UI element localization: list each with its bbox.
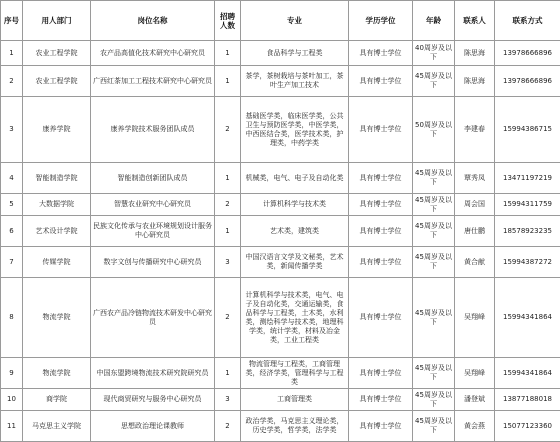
contact-phone-cell: 15994341864 bbox=[495, 358, 560, 389]
age-limit-cell: 40周岁及以下 bbox=[413, 41, 455, 66]
table-body bbox=[1, 41, 560, 442]
degree-cell: 具有博士学位 bbox=[349, 216, 413, 247]
table-row bbox=[1, 194, 560, 216]
degree-cell: 具有博士学位 bbox=[349, 247, 413, 278]
major-cell: 工商管理类 bbox=[241, 389, 349, 411]
row-number-cell: 10 bbox=[1, 389, 23, 411]
department-cell: 物流学院 bbox=[23, 278, 91, 358]
major-cell: 物流管理与工程类，工商管理类，经济学类，管理科学与工程类 bbox=[241, 358, 349, 389]
department-cell: 农业工程学院 bbox=[23, 41, 91, 66]
major-cell: 计算机科学与技术类 bbox=[241, 194, 349, 216]
post-name-cell: 广西红茶加工工程技术研究中心研究员 bbox=[91, 66, 215, 97]
major-cell: 政治学类，马克思主义理论类，历史学类，哲学类，法学类 bbox=[241, 411, 349, 442]
department-cell: 马克思主义学院 bbox=[23, 411, 91, 442]
table-row bbox=[1, 163, 560, 194]
header-cell: 联系方式 bbox=[495, 1, 560, 41]
contact-person-cell: 吴翔峰 bbox=[455, 278, 495, 358]
header-cell: 年龄 bbox=[413, 1, 455, 41]
degree-cell: 具有博士学位 bbox=[349, 278, 413, 358]
post-name-cell: 广西农产品冷链物流技术研发中心研究员 bbox=[91, 278, 215, 358]
age-limit-cell: 50周岁及以下 bbox=[413, 97, 455, 163]
contact-phone-cell: 13471197219 bbox=[495, 163, 560, 194]
table-row bbox=[1, 411, 560, 442]
contact-phone-cell: 18578923235 bbox=[495, 216, 560, 247]
major-cell: 茶学，茶树栽培与茶叶加工，茶叶生产加工技术 bbox=[241, 66, 349, 97]
post-name-cell: 智慧农业研究中心研究员 bbox=[91, 194, 215, 216]
table-header-row bbox=[1, 1, 560, 41]
department-cell: 艺术设计学院 bbox=[23, 216, 91, 247]
header-cell: 序号 bbox=[1, 1, 23, 41]
hire-count-cell: 2 bbox=[215, 194, 241, 216]
department-cell: 物流学院 bbox=[23, 358, 91, 389]
row-number-cell: 4 bbox=[1, 163, 23, 194]
contact-person-cell: 李建春 bbox=[455, 97, 495, 163]
age-limit-cell: 45周岁及以下 bbox=[413, 216, 455, 247]
row-number-cell: 11 bbox=[1, 411, 23, 442]
contact-phone-cell: 15994387272 bbox=[495, 247, 560, 278]
hire-count-cell: 2 bbox=[215, 411, 241, 442]
row-number-cell: 6 bbox=[1, 216, 23, 247]
contact-person-cell: 陈思海 bbox=[455, 66, 495, 97]
major-cell: 艺术类，建筑类 bbox=[241, 216, 349, 247]
contact-phone-cell: 15077123360 bbox=[495, 411, 560, 442]
table-row bbox=[1, 216, 560, 247]
age-limit-cell: 45周岁及以下 bbox=[413, 358, 455, 389]
degree-cell: 具有博士学位 bbox=[349, 41, 413, 66]
degree-cell: 具有博士学位 bbox=[349, 358, 413, 389]
age-limit-cell: 45周岁及以下 bbox=[413, 194, 455, 216]
major-cell: 基础医学类，临床医学类，公共卫生与预防医学类，中医学类，中西医结合类，医学技术类，护理类，中药学类 bbox=[241, 97, 349, 163]
contact-phone-cell: 13978666896 bbox=[495, 66, 560, 97]
table-row bbox=[1, 389, 560, 411]
post-name-cell: 康养学院技术服务团队成员 bbox=[91, 97, 215, 163]
hire-count-cell: 3 bbox=[215, 247, 241, 278]
hire-count-cell: 3 bbox=[215, 389, 241, 411]
row-number-cell: 3 bbox=[1, 97, 23, 163]
contact-person-cell: 吴翔峰 bbox=[455, 358, 495, 389]
degree-cell: 具有博士学位 bbox=[349, 66, 413, 97]
contact-phone-cell: 13978666896 bbox=[495, 41, 560, 66]
age-limit-cell: 45周岁及以下 bbox=[413, 163, 455, 194]
age-limit-cell: 45周岁及以下 bbox=[413, 411, 455, 442]
department-cell: 大数据学院 bbox=[23, 194, 91, 216]
major-cell: 中国汉语言文学及文秘类，艺术类，新闻传播学类 bbox=[241, 247, 349, 278]
degree-cell: 具有博士学位 bbox=[349, 194, 413, 216]
table-row bbox=[1, 66, 560, 97]
row-number-cell: 5 bbox=[1, 194, 23, 216]
table-row bbox=[1, 97, 560, 163]
degree-cell: 具有博士学位 bbox=[349, 389, 413, 411]
hire-count-cell: 1 bbox=[215, 66, 241, 97]
department-cell: 康养学院 bbox=[23, 97, 91, 163]
contact-phone-cell: 15994341864 bbox=[495, 278, 560, 358]
major-cell: 机械类，电气、电子及自动化类 bbox=[241, 163, 349, 194]
contact-person-cell: 陈思海 bbox=[455, 41, 495, 66]
department-cell: 传媒学院 bbox=[23, 247, 91, 278]
post-name-cell: 智能制造创新团队成员 bbox=[91, 163, 215, 194]
department-cell: 农业工程学院 bbox=[23, 66, 91, 97]
degree-cell: 具有博士学位 bbox=[349, 163, 413, 194]
row-number-cell: 8 bbox=[1, 278, 23, 358]
age-limit-cell: 45周岁及以下 bbox=[413, 278, 455, 358]
row-number-cell: 7 bbox=[1, 247, 23, 278]
contact-phone-cell: 15994386715 bbox=[495, 97, 560, 163]
hire-count-cell: 1 bbox=[215, 216, 241, 247]
major-cell: 计算机科学与技术类，电气、电子及自动化类，交通运输类，食品科学与工程类，土木类，水利类，测绘科学与技术类，地理科学类，统计学类，材料及冶金类，工业工程类 bbox=[241, 278, 349, 358]
contact-person-cell: 黄会燕 bbox=[455, 411, 495, 442]
row-number-cell: 2 bbox=[1, 66, 23, 97]
contact-person-cell: 黄合献 bbox=[455, 247, 495, 278]
contact-phone-cell: 15994311759 bbox=[495, 194, 560, 216]
contact-phone-cell: 13877188018 bbox=[495, 389, 560, 411]
post-name-cell: 民族文化传承与农业环境规划设计服务中心研究员 bbox=[91, 216, 215, 247]
degree-cell: 具有博士学位 bbox=[349, 97, 413, 163]
post-name-cell: 思想政治理论课教师 bbox=[91, 411, 215, 442]
hire-count-cell: 2 bbox=[215, 97, 241, 163]
row-number-cell: 1 bbox=[1, 41, 23, 66]
table-row bbox=[1, 247, 560, 278]
header-cell: 用人部门 bbox=[23, 1, 91, 41]
hire-count-cell: 1 bbox=[215, 41, 241, 66]
age-limit-cell: 45周岁及以下 bbox=[413, 389, 455, 411]
age-limit-cell: 45周岁及以下 bbox=[413, 66, 455, 97]
post-name-cell: 中国东盟跨境物流技术研究院研究员 bbox=[91, 358, 215, 389]
contact-person-cell: 唐仕鹏 bbox=[455, 216, 495, 247]
contact-person-cell: 覃秀凤 bbox=[455, 163, 495, 194]
hire-count-cell: 1 bbox=[215, 163, 241, 194]
hire-count-cell: 2 bbox=[215, 278, 241, 358]
row-number-cell: 9 bbox=[1, 358, 23, 389]
header-cell: 专业 bbox=[241, 1, 349, 41]
major-cell: 食品科学与工程类 bbox=[241, 41, 349, 66]
contact-person-cell: 周会国 bbox=[455, 194, 495, 216]
header-cell: 学历学位 bbox=[349, 1, 413, 41]
age-limit-cell: 45周岁及以下 bbox=[413, 247, 455, 278]
department-cell: 智能制造学院 bbox=[23, 163, 91, 194]
table-row bbox=[1, 358, 560, 389]
header-cell: 岗位名称 bbox=[91, 1, 215, 41]
hire-count-cell: 1 bbox=[215, 358, 241, 389]
post-name-cell: 农产品高值化技术研究中心研究员 bbox=[91, 41, 215, 66]
header-cell: 联系人 bbox=[455, 1, 495, 41]
header-cell: 招聘人数 bbox=[215, 1, 241, 41]
post-name-cell: 数字文创与传播研究中心研究员 bbox=[91, 247, 215, 278]
table-row bbox=[1, 278, 560, 358]
table-row bbox=[1, 41, 560, 66]
degree-cell: 具有博士学位 bbox=[349, 411, 413, 442]
department-cell: 商学院 bbox=[23, 389, 91, 411]
post-name-cell: 现代商贸研究与服务中心研究员 bbox=[91, 389, 215, 411]
contact-person-cell: 潘登斌 bbox=[455, 389, 495, 411]
